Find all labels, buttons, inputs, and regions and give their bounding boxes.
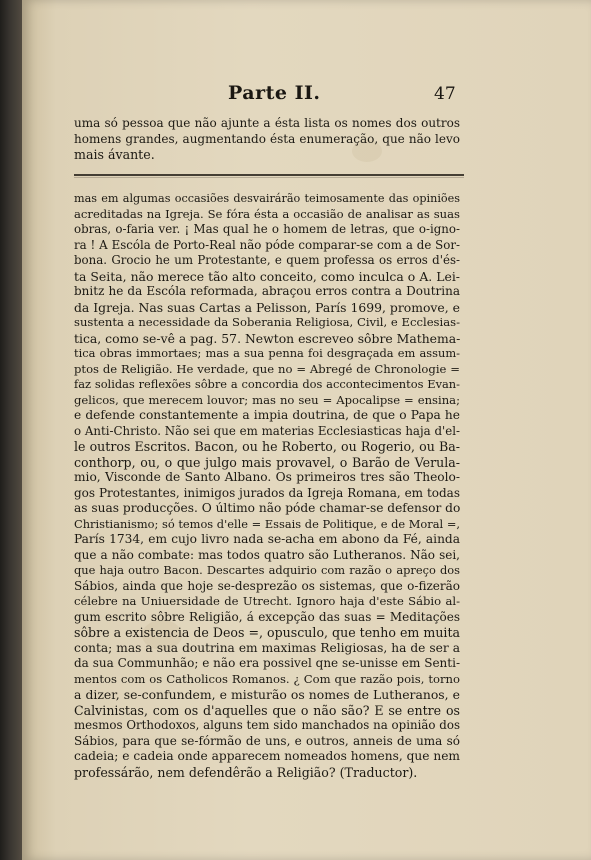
text-line: que a não combate: mas todos quatro são Lutheranos. Não sei,	[74, 547, 460, 562]
text-line: conta; mas a sua doutrina em maximas Religiosas, ha de ser a	[74, 640, 460, 655]
text-line: o Anti-Christo. Não sei que em materias Ecclesiasticas haja d'el-	[74, 423, 460, 438]
text-line: sustenta a necessidade da Soberania Religiosa, Civil, e Ecclesias-	[74, 315, 460, 329]
text-line: professárão, nem defendêrão a Religião? (Traductor).	[74, 764, 418, 780]
text-line: as suas producções. O último não póde chamar-se defensor do	[74, 501, 461, 515]
text-line: bnitz he da Escóla reformada, abraçou erros contra a Doutrina	[74, 284, 460, 298]
text-line: gum escrito sôbre Religião, á excepção das suas = Meditações	[74, 609, 460, 624]
footnote-rule	[74, 174, 464, 176]
text-line: Sábios, para que se-fórmão de uns, e outros, anneis de uma só	[74, 733, 460, 748]
text-line: mentos com os Catholicos Romanos. ¿ Com que razão pois, torno	[74, 671, 460, 686]
text-line: le outros Escritos. Bacon, ou he Roberto, ou Rogerio, ou Ba-	[74, 439, 460, 454]
text-line: gos Protestantes, inimigos jurados da Igreja Romana, em todas	[74, 485, 460, 500]
page-number: 47	[434, 84, 456, 104]
text-line: gelicos, que merecem louvor; mas no seu = Apocalipse = ensina;	[74, 392, 460, 407]
main-text-continuation	[74, 116, 460, 163]
text-line: acreditadas na Igreja. Se fóra ésta a occasião de analisar as suas	[74, 206, 460, 221]
text-line: mesmos Orthodoxos, alguns tem sido manchados na opinião dos	[74, 718, 460, 732]
text-line: tica obras immortaes; mas a sua penna foi desgraçada em assum-	[74, 346, 460, 360]
text-line: cadeia; e cadeia onde apparecem nomeados homens, que nem	[74, 749, 460, 763]
text-line: Sábios, ainda que hoje se-desprezão os sistemas, que o-fizerão	[74, 578, 460, 593]
text-line: homens grandes, augmentando ésta enumeração, que não levo	[74, 131, 460, 146]
text-line: da sua Communhão; e não era possivel qne se-unisse em Senti-	[74, 656, 460, 670]
text-line: mais ávante.	[74, 147, 155, 162]
text-line: que haja outro Bacon. Descartes adquirio com razão o apreço dos	[74, 563, 460, 577]
text-line: tica, como se-vê a pag. 57. Newton escreveo sôbre Mathema-	[74, 330, 461, 346]
text-line: bona. Grocio he um Protestante, e quem professa os erros d'és-	[74, 253, 460, 267]
text-line: ptos de Religião. He verdade, que no = Abregé de Chronologie =	[74, 361, 460, 376]
text-line: uma só pessoa que não ajunte a ésta lista os nomes dos outros	[74, 116, 460, 130]
text-line: sôbre a existencia de Deos =, opusculo, que tenho em muita	[74, 625, 461, 640]
text-line: mio, Visconde de Santo Albano. Os primeiros tres são Theolo-	[74, 470, 460, 484]
book-page	[22, 0, 591, 860]
text-line: célebre na Uniuersidade de Utrecht. Ignoro haja d'este Sábio al-	[74, 594, 460, 608]
text-line: a dizer, se-confundem, e misturão os nomes de Lutheranos, e	[74, 687, 460, 702]
text-line: Calvinistas, com os d'aquelles que o não são? E se entre os	[74, 702, 460, 718]
text-line: mas em algumas occasiões desvairárão teimosamente das opiniões	[74, 192, 460, 205]
page-header	[22, 82, 591, 112]
text-line: Christianismo; só temos d'elle = Essais de Politique, e de Moral =,	[74, 516, 460, 531]
text-line: faz solidas reflexões sôbre a concordia dos accontecimentos Evan-	[74, 377, 460, 391]
text-line: da Igreja. Nas suas Cartas a Pelisson, París 1699, promove, e	[74, 299, 460, 315]
text-line: ta Seita, não merece tão alto conceito, como inculca o A. Lei-	[74, 268, 460, 284]
text-line: e defende constantemente a impia doutrina, de que o Papa he	[74, 408, 460, 422]
text-line: obras, o-faria ver. ¡ Mas qual he o homem de letras, que o-igno-	[74, 222, 460, 236]
text-line: conthorp, ou, o que julgo mais provavel, o Barão de Verula-	[74, 454, 460, 470]
text-line: París 1734, em cujo livro nada se-acha em abono da Fé, ainda	[74, 532, 460, 546]
text-line: ra ! A Escóla de Porto-Real não póde comparar-se com a de Sor-	[74, 237, 460, 252]
running-head: Parte II.	[228, 82, 321, 104]
translator-footnote	[74, 191, 460, 780]
